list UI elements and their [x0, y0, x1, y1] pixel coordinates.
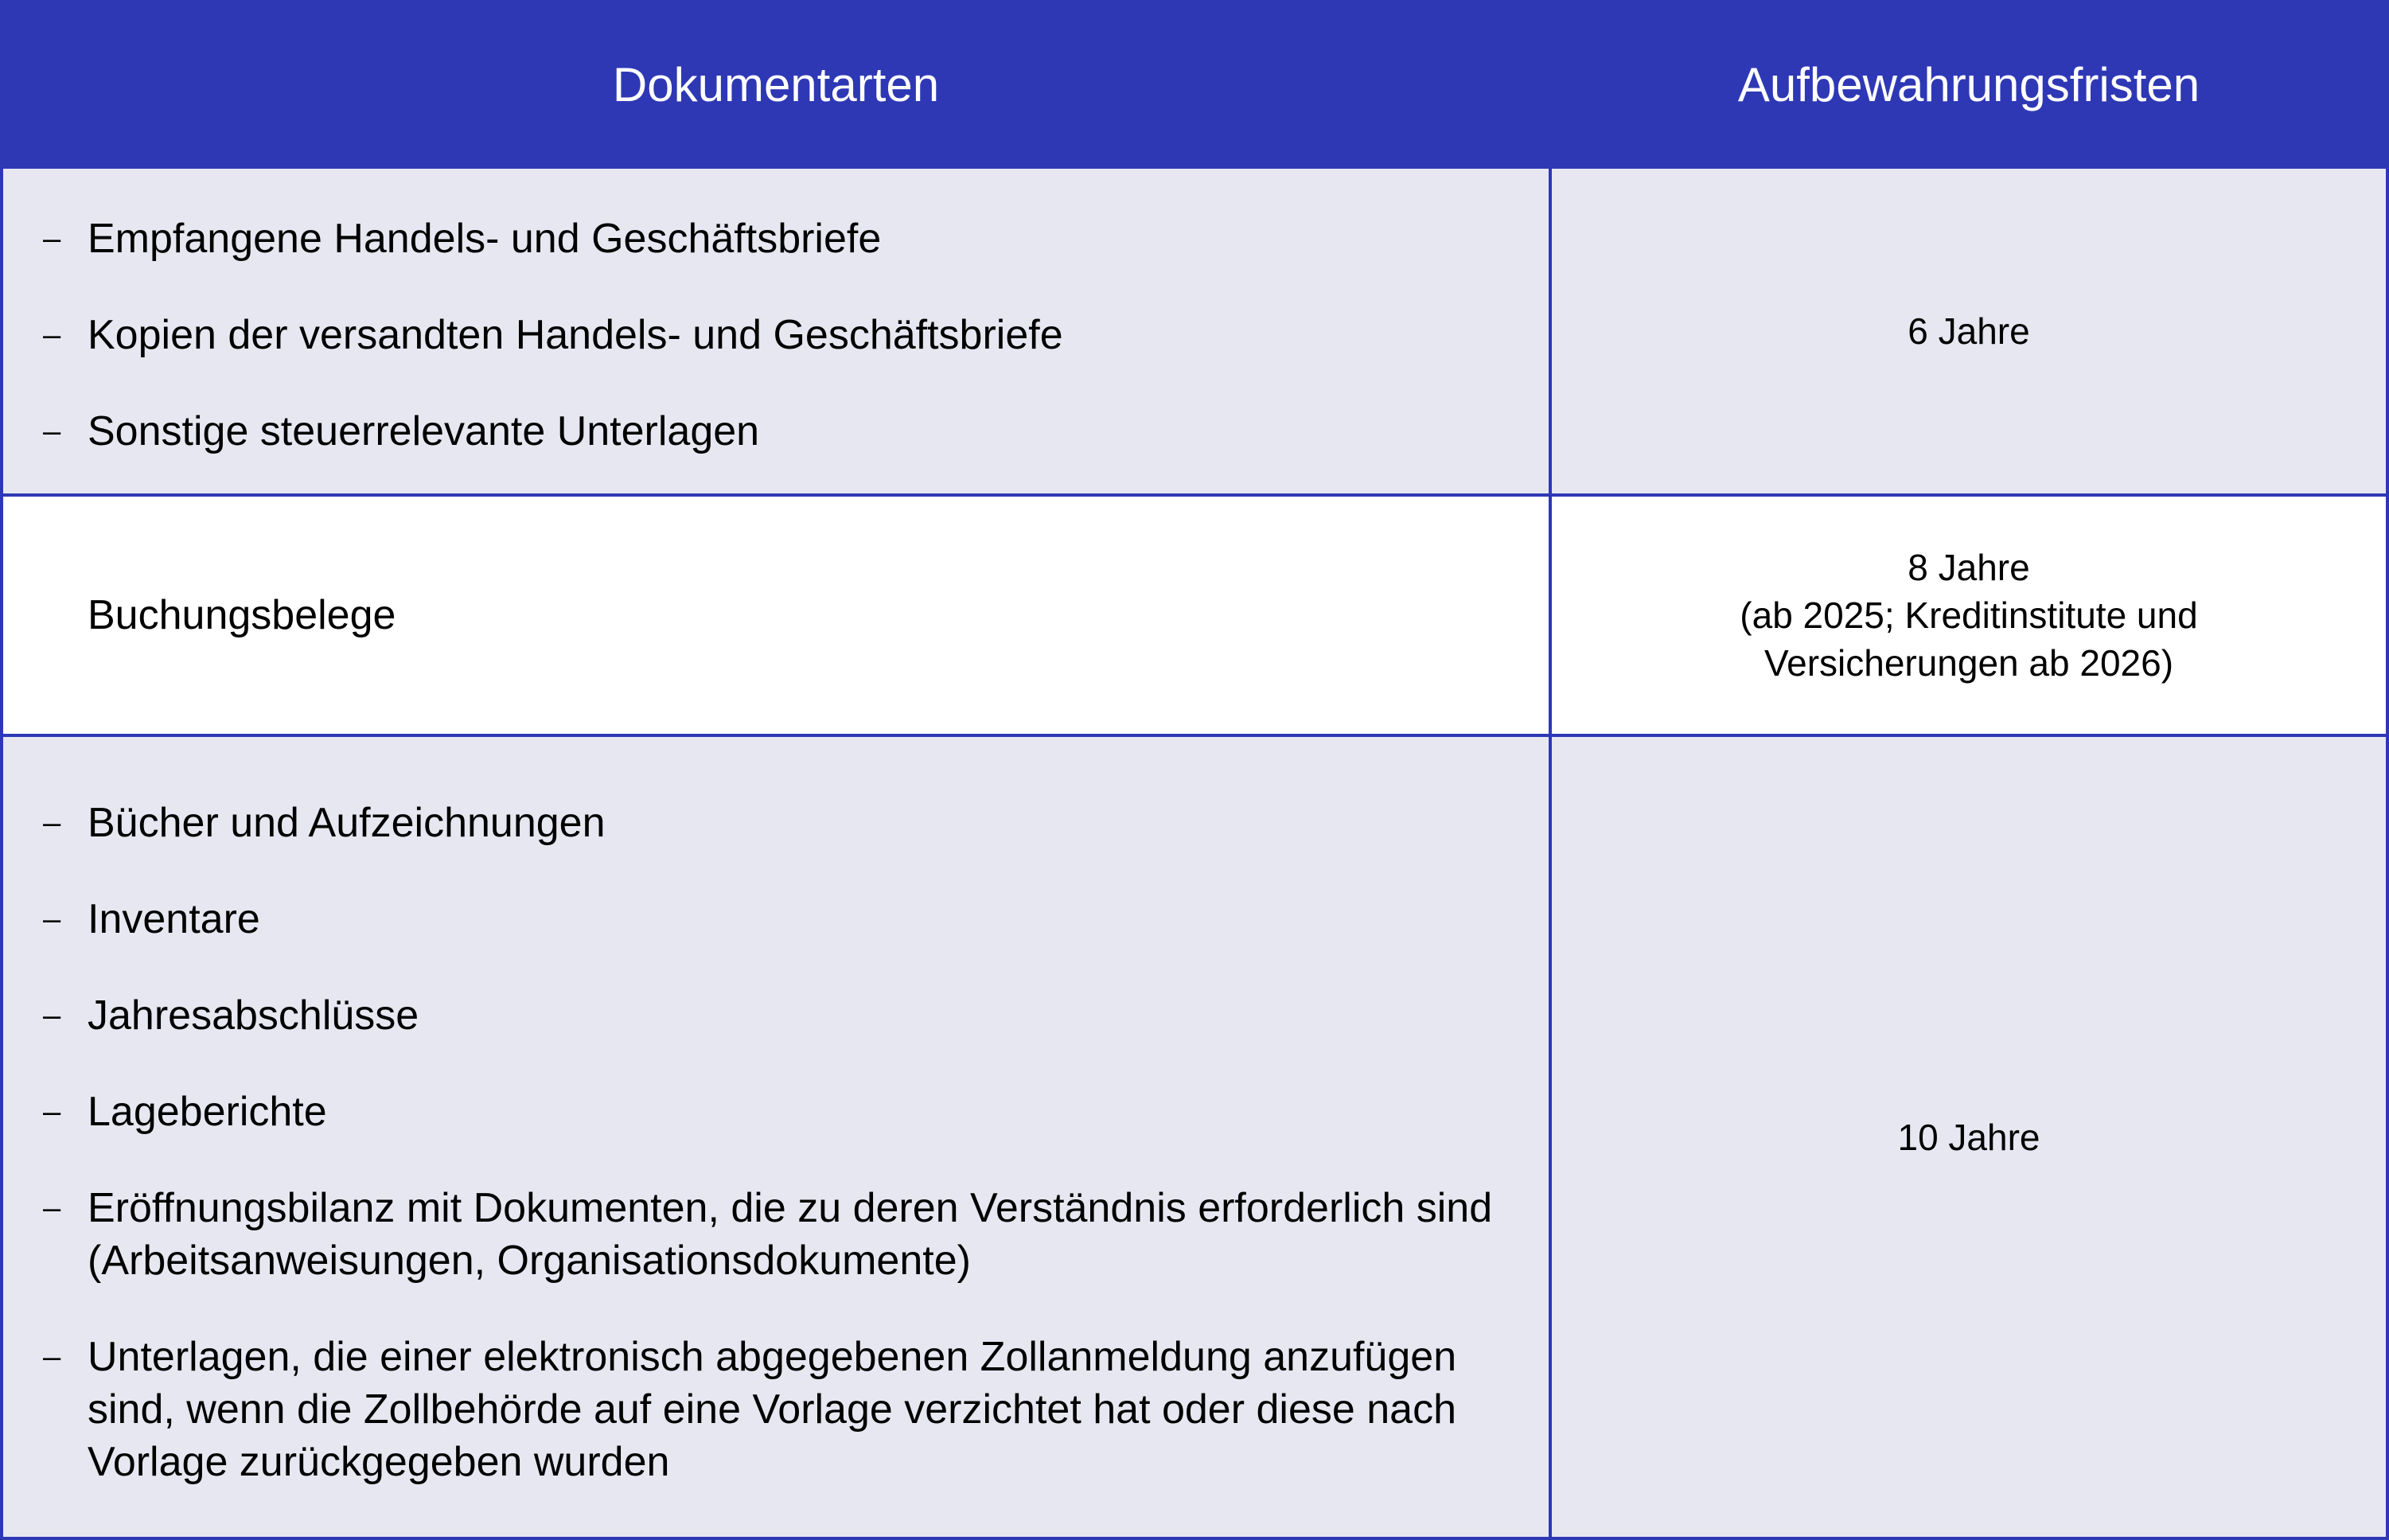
dash-icon: – — [43, 318, 61, 353]
document-list — [3, 797, 1549, 1532]
retention-period: 8 Jahre — [1908, 547, 2030, 588]
list-item — [3, 1182, 1549, 1287]
list-item — [3, 1331, 1549, 1488]
table-row — [0, 493, 2389, 737]
document-type: Empfangene Handels- und Geschäftsbriefe — [88, 216, 882, 262]
dash-icon: – — [43, 998, 61, 1033]
header-retention-periods: Aufbewahrungsfristen — [1737, 57, 2200, 111]
document-types-cell — [0, 734, 1552, 1540]
list-item — [3, 989, 1549, 1042]
document-type: Inventare — [88, 896, 260, 942]
table-header — [0, 0, 2389, 169]
dash-icon: – — [43, 1339, 61, 1374]
header-documents: Dokumentarten — [612, 57, 940, 111]
dash-icon: – — [43, 902, 61, 937]
document-type: Jahresabschlüsse — [88, 992, 419, 1039]
list-item — [3, 405, 1549, 458]
retention-period-note: (ab 2025; Kreditinstitute und — [1740, 595, 2198, 636]
list-item — [3, 893, 1549, 945]
table-row — [0, 734, 2389, 1540]
document-type: Eröffnungsbilanz mit Dokumenten, die zu deren Verständnis erforderlich sind (Arbeitsanweisungen, Organisationsdokumente) — [88, 1185, 1493, 1284]
retention-period-cell — [1549, 493, 2389, 737]
list-item — [3, 1086, 1549, 1138]
document-list — [3, 212, 1549, 501]
document-types-cell — [0, 166, 1552, 497]
list-item — [3, 212, 1549, 265]
dash-icon: – — [43, 1191, 61, 1226]
document-types-cell — [0, 493, 1552, 737]
table-row — [0, 166, 2389, 497]
document-type: Lageberichte — [88, 1089, 327, 1135]
retention-period: 6 Jahre — [1908, 310, 2030, 352]
retention-period-cell — [1549, 166, 2389, 497]
dash-icon: – — [43, 221, 61, 256]
retention-period-cell — [1549, 734, 2389, 1540]
dash-icon: – — [43, 805, 61, 840]
list-item — [3, 309, 1549, 361]
retention-period-note: Versicherungen ab 2026) — [1763, 642, 2174, 684]
document-type: Kopien der versandten Handels- und Geschäftsbriefe — [88, 312, 1063, 358]
document-type: Bücher und Aufzeichnungen — [88, 800, 606, 846]
document-type: Unterlagen, die einer elektronisch abgegebenen Zollanmeldung anzufügen sind, wenn die Zollbehörde auf eine Vorlage verzichtet hat oder diese nach Vorlage zurückgegeben wurden — [88, 1334, 1457, 1485]
dash-icon: – — [43, 1094, 61, 1129]
document-type: Buchungsbelege — [88, 592, 396, 638]
document-type: Sonstige steuerrelevante Unterlagen — [88, 408, 760, 454]
retention-period: 10 Jahre — [1897, 1116, 2040, 1158]
dash-icon: – — [43, 414, 61, 449]
list-item — [3, 797, 1549, 849]
